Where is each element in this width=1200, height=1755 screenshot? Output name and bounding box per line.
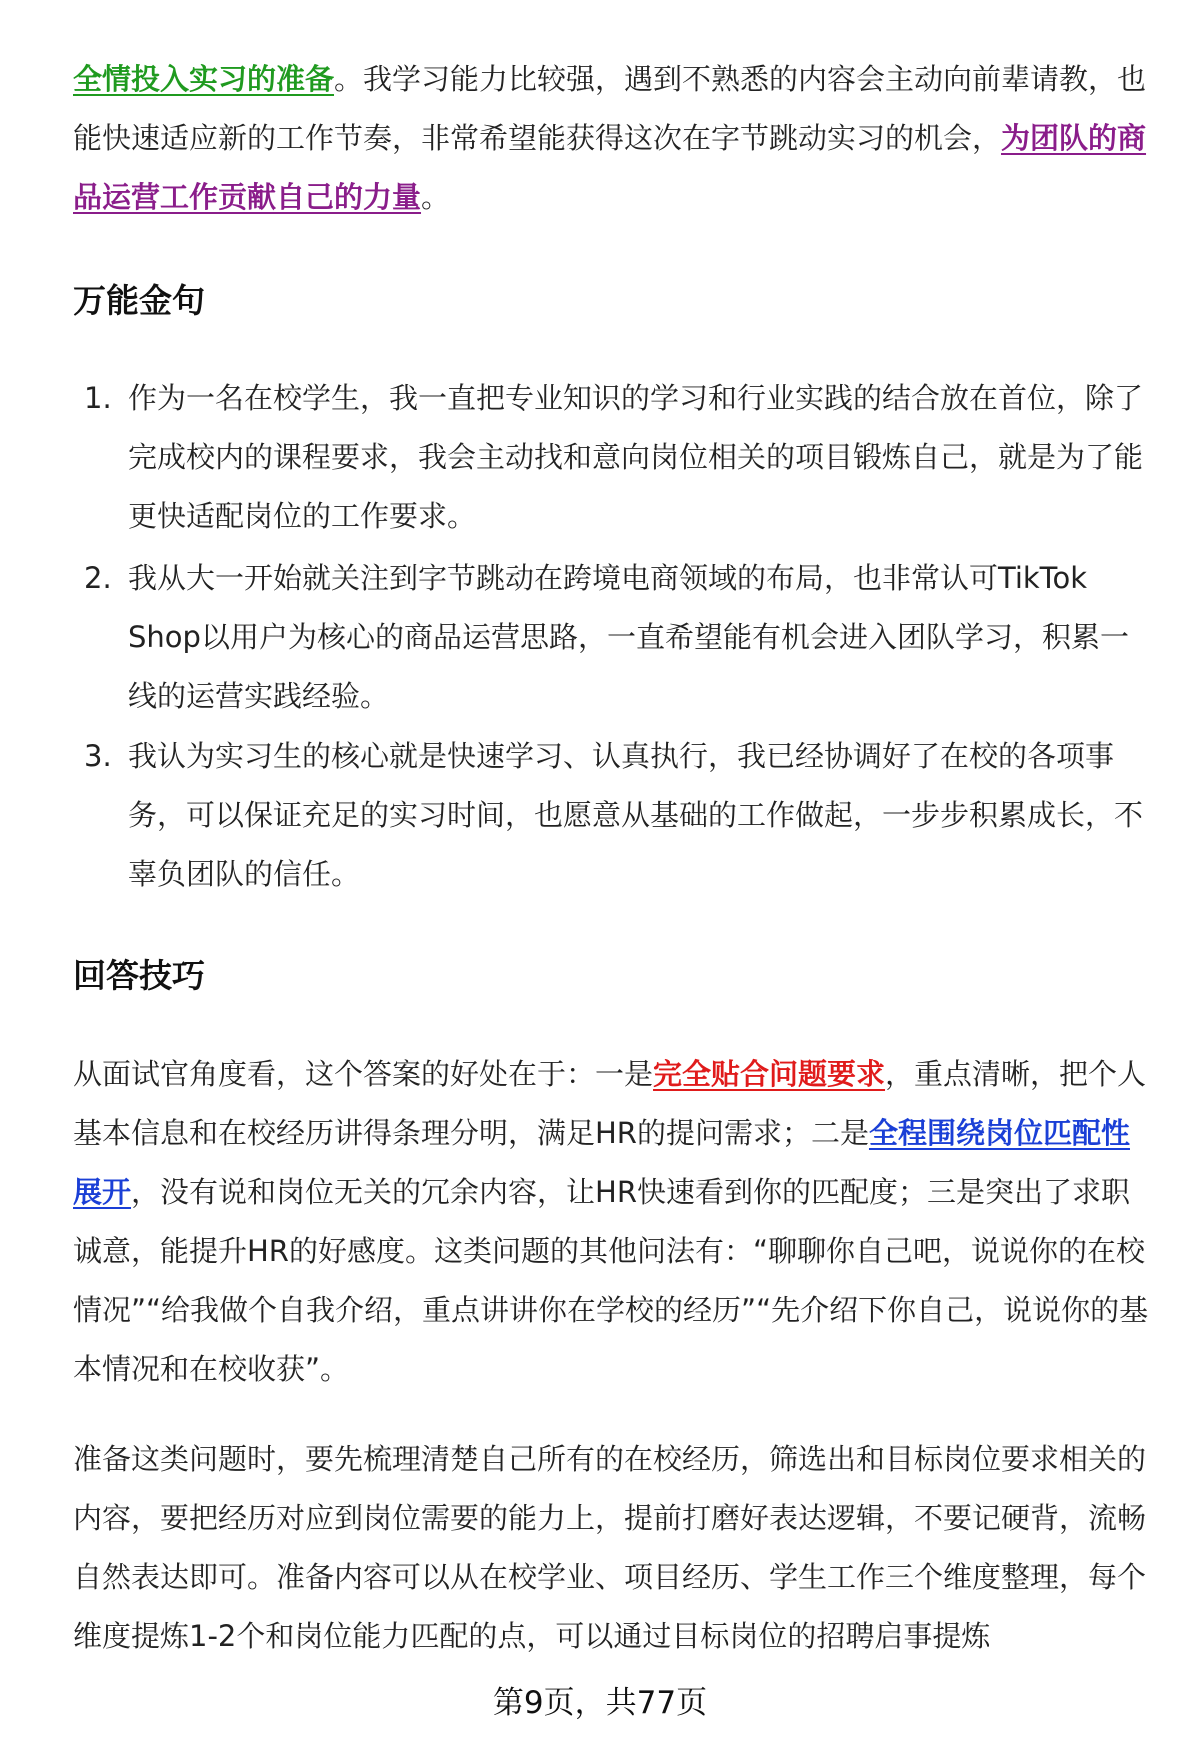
section-heading-universal-phrases: 万能金句 (73, 281, 205, 320)
highlight-red: 完全贴合问题要求 (653, 1057, 886, 1091)
page-number: 第9页，共77页 (492, 1685, 708, 1721)
tips-paragraph-1 (73, 1045, 1153, 1399)
list-text: 我从大一开始就关注到字节跳动在跨境电商领域的布局，也非常认可TikTok Shop以用户为核心的商品运营思路，一直希望能有机会进入团队学习，积累一线的运营实践经验。 (128, 561, 1129, 713)
list-item (84, 727, 1154, 904)
highlight-green: 全情投入实习的准备 (73, 62, 335, 96)
list-text: 作为一名在校学生，我一直把专业知识的学习和行业实践的结合放在首位，除了完成校内的课程要求，我会主动找和意向岗位相关的项目锻炼自己，就是为了能更快适配岗位的工作要求。 (128, 381, 1144, 533)
highlight-blue: 全程围绕岗位匹配性展开 (73, 1116, 1130, 1209)
tips-text: ，重点清晰，把个人基本信息和在校经历讲得条理分明，满足HR的提问需求；二是 (73, 1057, 1147, 1150)
highlight-purple: 为团队的商品运营工作贡献自己的力量 (73, 121, 1147, 214)
section-heading-answer-tips: 回答技巧 (73, 956, 205, 995)
list-number: 3. (84, 739, 112, 773)
list-number: 2. (84, 561, 112, 595)
list-text: 我认为实习生的核心就是快速学习、认真执行，我已经协调好了在校的各项事务，可以保证充足的实习时间，也愿意从基础的工作做起，一步步积累成长，不辜负团队的信任。 (128, 739, 1144, 891)
list-item (84, 369, 1154, 546)
list-item (84, 549, 1154, 726)
tips-text: 从面试官角度看，这个答案的好处在于：一是 (73, 1057, 654, 1091)
intro-text: 。我学习能力比较强，遇到不熟悉的内容会主动向前辈请教，也能快速适应新的工作节奏，非常希望能获得这次在字节跳动实习的机会， (73, 62, 1147, 155)
tips-paragraph-2: 准备这类问题时，要先梳理清楚自己所有的在校经历，筛选出和目标岗位要求相关的内容，要把经历对应到岗位需要的能力上，提前打磨好表达逻辑，不要记硬背，流畅自然表达即可。准备内容可以从在校学业、项目经历、学生工作三个维度整理，每个维度提炼1-2个和岗位能力匹配的点，可以通过目标岗位的招聘启事提炼 (73, 1442, 1147, 1653)
list-number: 1. (84, 381, 112, 415)
tips-text: ，没有说和岗位无关的冗余内容，让HR快速看到你的匹配度；三是突出了求职诚意，能提升HR的好感度。这类问题的其他问法有：“聊聊你自己吧，说说你的在校情况”“给我做个自我介绍，重点讲讲你在学校的经历”“先介绍下你自己，说说你的基本情况和在校收获”。 (73, 1175, 1149, 1386)
intro-end: 。 (421, 180, 451, 214)
intro-paragraph (73, 50, 1153, 227)
